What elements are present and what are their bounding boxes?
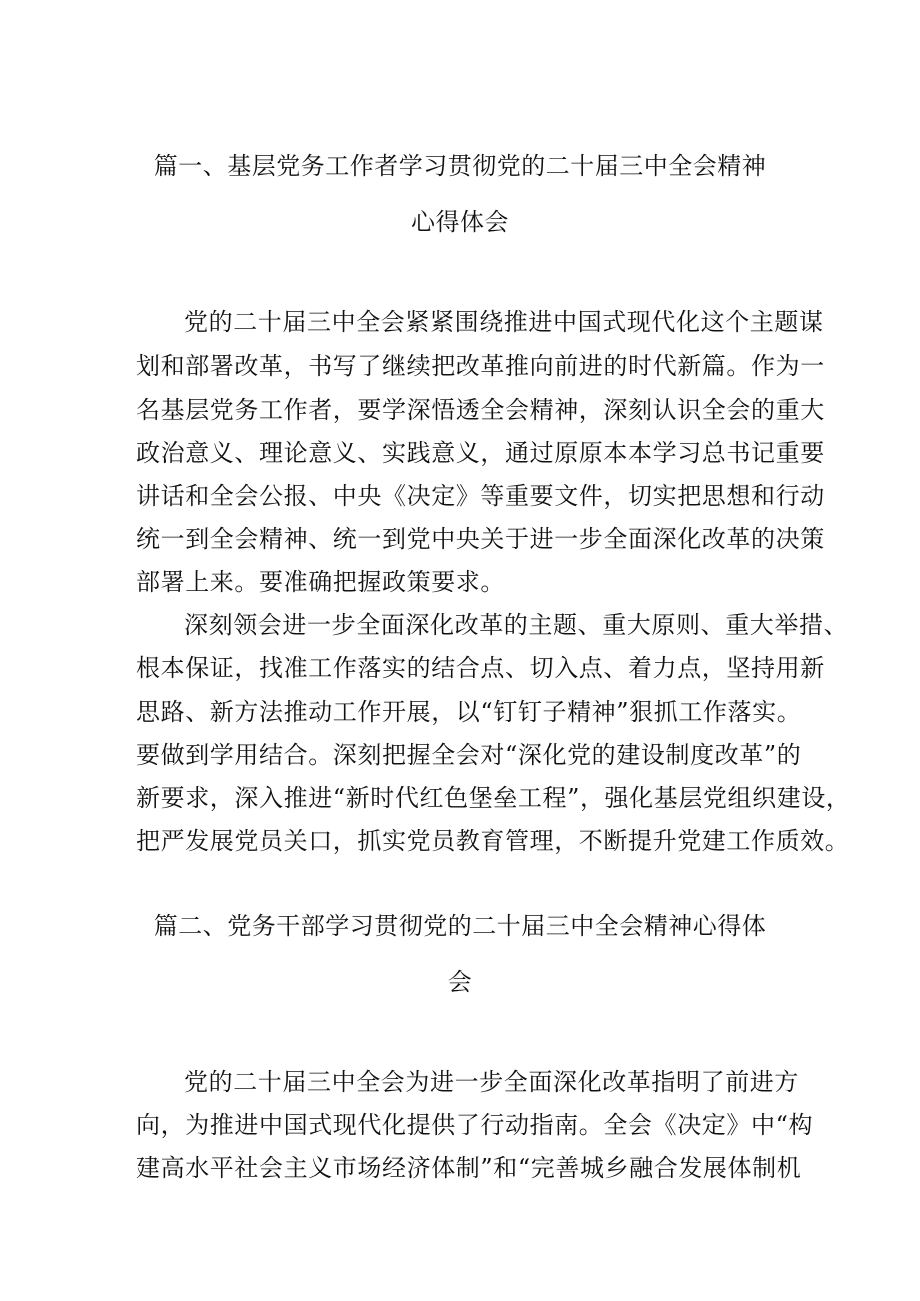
paragraph-line: 划和部署改革，书写了继续把改革推向前进的时代新篇。作为一 — [136, 352, 825, 380]
section2-title-line1: 篇二、党务干部学习贯彻党的二十届三中全会精神心得体 — [153, 912, 767, 940]
paragraph-line: 建高水平社会主义市场经济体制”和“完善城乡融合发展体制机 — [136, 1154, 802, 1182]
paragraph-line: 深刻领会进一步全面深化改革的主题、重大原则、重大举措、 — [184, 611, 849, 639]
paragraph-line: 要做到学用结合。深刻把握全会对“深化党的建设制度改革”的 — [136, 741, 802, 769]
paragraph-line: 把严发展党员关口，抓实党员教育管理，不断提升党建工作质效。 — [136, 827, 850, 855]
paragraph-line: 党的二十届三中全会紧紧围绕推进中国式现代化这个主题谋 — [184, 308, 824, 336]
paragraph-line: 新要求，深入推进“新时代红色堡垒工程”，强化基层党组织建设， — [136, 784, 851, 812]
paragraph-line: 党的二十届三中全会为进一步全面深化改革指明了前进方 — [184, 1068, 799, 1096]
paragraph-line: 向，为推进中国式现代化提供了行动指南。全会《决定》中“构 — [136, 1111, 814, 1139]
section1-title-line2: 心得体会 — [411, 208, 509, 236]
section1-title-line1: 篇一、基层党务工作者学习贯彻党的二十届三中全会精神 — [153, 152, 767, 180]
paragraph-line: 统一到全会精神、统一到党中央关于进一步全面深化改革的决策 — [136, 525, 825, 553]
paragraph-line: 根本保证，找准工作落实的结合点、切入点、着力点，坚持用新 — [136, 654, 825, 682]
paragraph-line: 思路、新方法推动工作开展，以“钉钉子精神”狠抓工作落实。 — [136, 698, 802, 726]
paragraph-line: 讲话和全会公报、中央《决定》等重要文件，切实把思想和行动 — [136, 482, 825, 510]
paragraph-line: 名基层党务工作者，要学深悟透全会精神，深刻认识全会的重大 — [136, 396, 825, 424]
section2-title-line2: 会 — [447, 968, 473, 996]
paragraph-line: 部署上来。要准确把握政策要求。 — [136, 568, 505, 596]
paragraph-line: 政治意义、理论意义、实践意义，通过原原本本学习总书记重要 — [136, 439, 825, 467]
